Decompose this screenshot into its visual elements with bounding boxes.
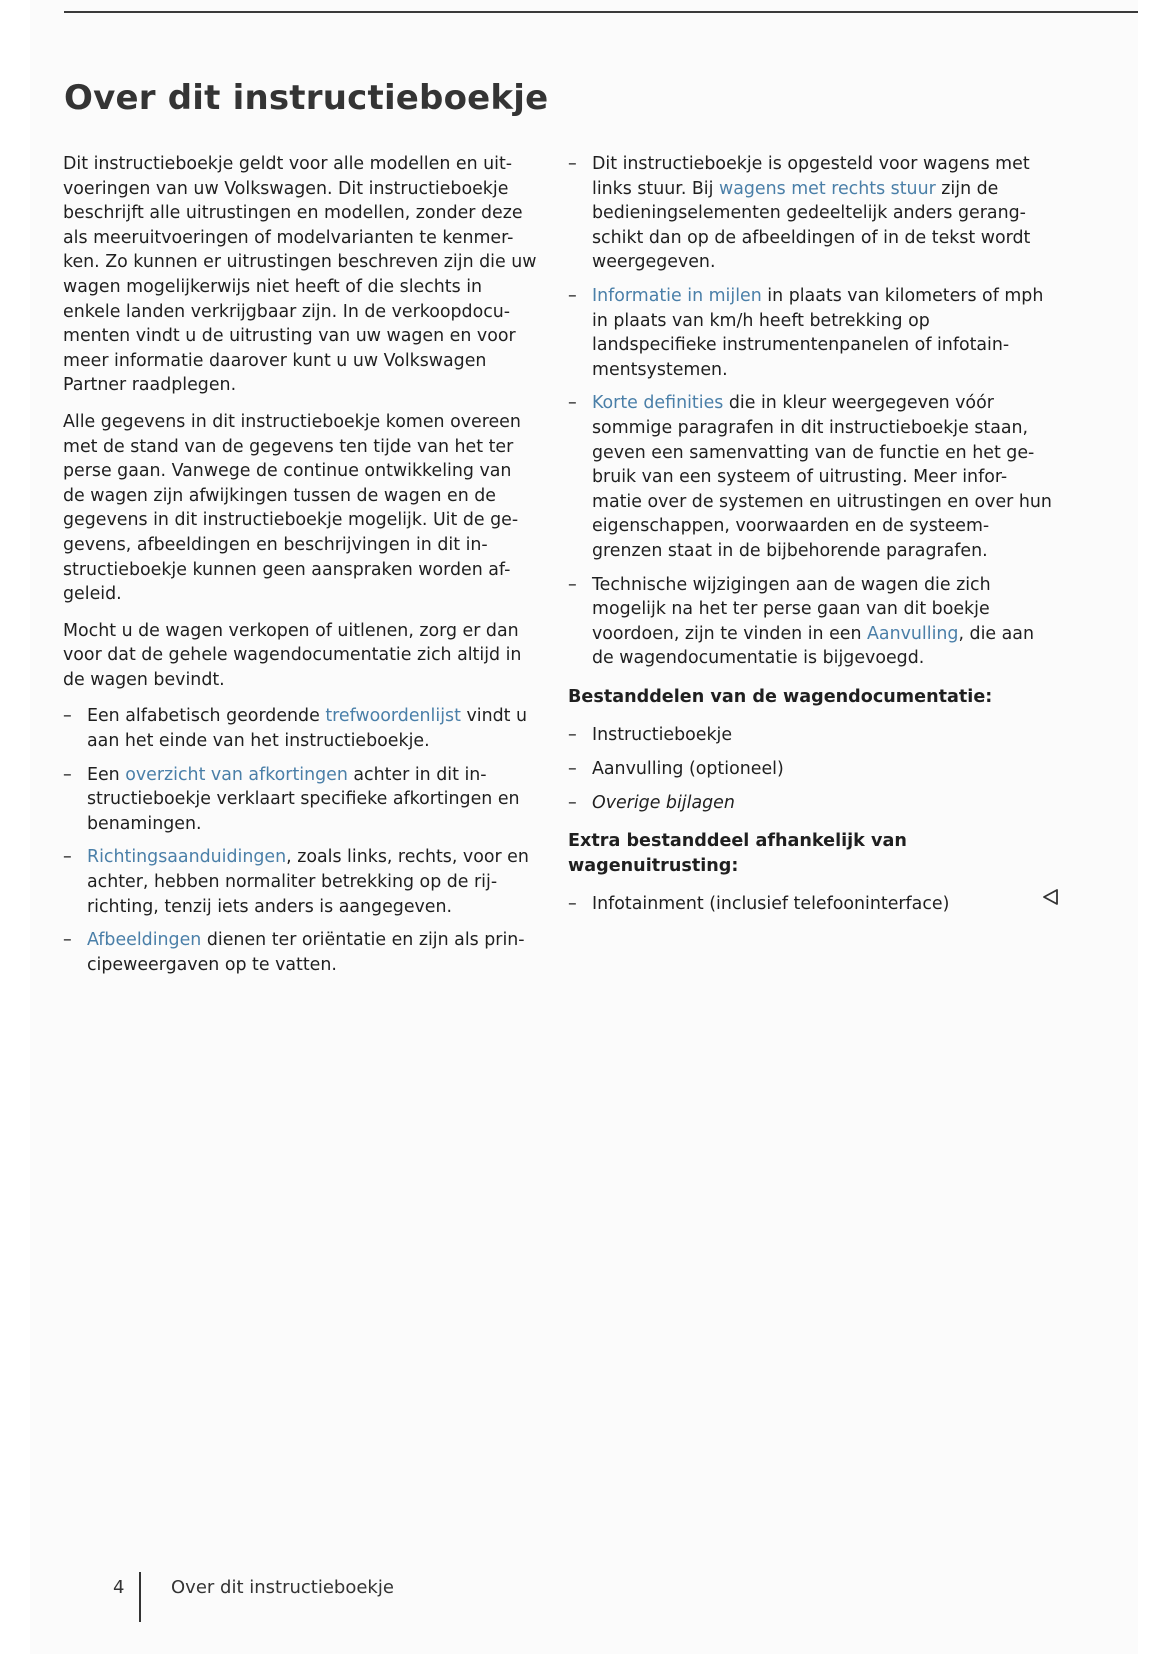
- list-item: – Instructieboekje: [568, 723, 1054, 748]
- page-title: Over dit instructieboekje: [64, 78, 549, 118]
- right-column: [568, 152, 1054, 926]
- dash-bullet: –: [568, 574, 577, 595]
- dash-bullet: –: [568, 154, 577, 174]
- cross-reference-link[interactable]: trefwoordenlijst: [325, 706, 461, 727]
- list-item: – Dit instructieboekje is opgesteld voor wagens met links stuur. Bij wagens met rechts stuur zijn de bedieningselementen gedeeltelijk anders gerang-schikt dan op de afbeeldingen of in de tekst wordt weergegeven.: [568, 154, 1031, 273]
- page-number: 4: [113, 1577, 125, 1598]
- dash-bullet: –: [63, 706, 72, 727]
- list-item: – Overige bijlagen: [568, 791, 1054, 816]
- dash-bullet: –: [63, 764, 72, 785]
- list-item: – Aanvulling (optioneel): [568, 757, 1054, 782]
- running-footer-title: Over dit instructieboekje: [171, 1577, 394, 1598]
- end-of-section-icon: [1040, 886, 1062, 908]
- section-heading-components: Bestanddelen van de wagendocumentatie:: [568, 686, 993, 707]
- list-item: – Afbeeldingen dienen ter oriëntatie en zijn als prin-cipeweergaven op te vatten.: [63, 930, 525, 975]
- list-item: – Informatie in mijlen in plaats van kilometers of mph in plaats van km/h heeft betrekking op landspecifieke instrumentenpanelen of infotain-mentsystemen.: [568, 285, 1044, 380]
- list-item: – Een alfabetisch geordende trefwoordenlijst vindt u aan het einde van het instructieboekje.: [63, 706, 528, 752]
- left-column: [63, 152, 537, 986]
- dash-bullet: –: [568, 285, 577, 306]
- dash-bullet: –: [568, 725, 577, 746]
- dash-bullet: –: [568, 894, 577, 915]
- list-item: – Een overzicht van afkortingen achter in dit in-structieboekje verklaart specifieke afkortingen en benamingen.: [63, 764, 520, 834]
- cross-reference-link[interactable]: Afbeeldingen: [87, 930, 202, 951]
- dash-bullet: –: [568, 393, 577, 414]
- top-rule: [64, 11, 1138, 13]
- cross-reference-link[interactable]: wagens met rechts stuur: [719, 178, 936, 199]
- dash-bullet: –: [63, 847, 72, 868]
- dash-bullet: –: [63, 930, 72, 951]
- cross-reference-link[interactable]: Korte definities: [592, 393, 724, 414]
- paragraph-data-validity: Alle gegevens in dit instructieboekje komen overeen met de stand van de gegevens ten tijde van het ter perse gaan. Vanwege de continue ontwikkeling van de wagen zijn afwijkingen tussen de wagen en de gegevens in dit instructieboekje mogelijk. Uit de ge-gevens, afbeeldingen en beschrijvingen in dit in-structieboekje kunnen geen aanspraken worden af-geleid.: [63, 411, 521, 605]
- list-item: – Richtingsaanduidingen, zoals links, rechts, voor en achter, hebben normaliter betrekking op de rij-richting, tenzij iets anders is aangegeven.: [63, 847, 529, 917]
- cross-reference-link[interactable]: Richtingsaanduidingen: [87, 847, 287, 868]
- list-item: – Infotainment (inclusief telefooninterface): [568, 892, 1054, 917]
- cross-reference-link[interactable]: Aanvulling: [867, 623, 959, 644]
- list-item: – Technische wijzigingen aan de wagen die zich mogelijk na het ter perse gaan van dit boekje voordoen, zijn te vinden in een Aanvulling, die aan de wagendocumentatie is bijgevoegd.: [568, 574, 1034, 669]
- footer-divider: [139, 1572, 141, 1622]
- paragraph-sale-lending: Mocht u de wagen verkopen of uitlenen, zorg er dan voor dat de gehele wagendocumentatie zich altijd in de wagen bevindt.: [63, 620, 522, 690]
- dash-bullet: –: [568, 759, 577, 780]
- cross-reference-link[interactable]: overzicht van afkortingen: [125, 764, 348, 785]
- dash-bullet: –: [568, 792, 577, 813]
- list-item: – Korte definities die in kleur weergegeven vóór sommige paragrafen in dit instructieboekje staan, geven een samenvatting van de functie en het ge-bruik van een systeem of uitrusting. Meer infor-matie over de systemen en uitrustingen en over hun eigenschappen, voorwaarden en de systeem-grenzen staat in de bijbehorende paragrafen.: [568, 393, 1052, 561]
- cross-reference-link[interactable]: Informatie in mijlen: [592, 285, 762, 306]
- section-heading-extra: Extra bestanddeel afhankelijk van wagenuitrusting:: [568, 831, 907, 876]
- paragraph-intro: Dit instructieboekje geldt voor alle modellen en uit-voeringen van uw Volkswagen. Dit instructieboekje beschrijft alle uitrustingen en modellen, zonder deze als meeruitvoeringen of modelvarianten te kenmer-ken. Zo kunnen er uitrustingen beschreven zijn die uw wagen mogelijkerwijs niet heeft of die slechts in enkele landen verkrijgbaar zijn. In de verkoopdocu-menten vindt u de uitrusting van uw wagen en voor meer informatie daarover kunt u uw Volkswagen Partner raadplegen.: [63, 154, 537, 396]
